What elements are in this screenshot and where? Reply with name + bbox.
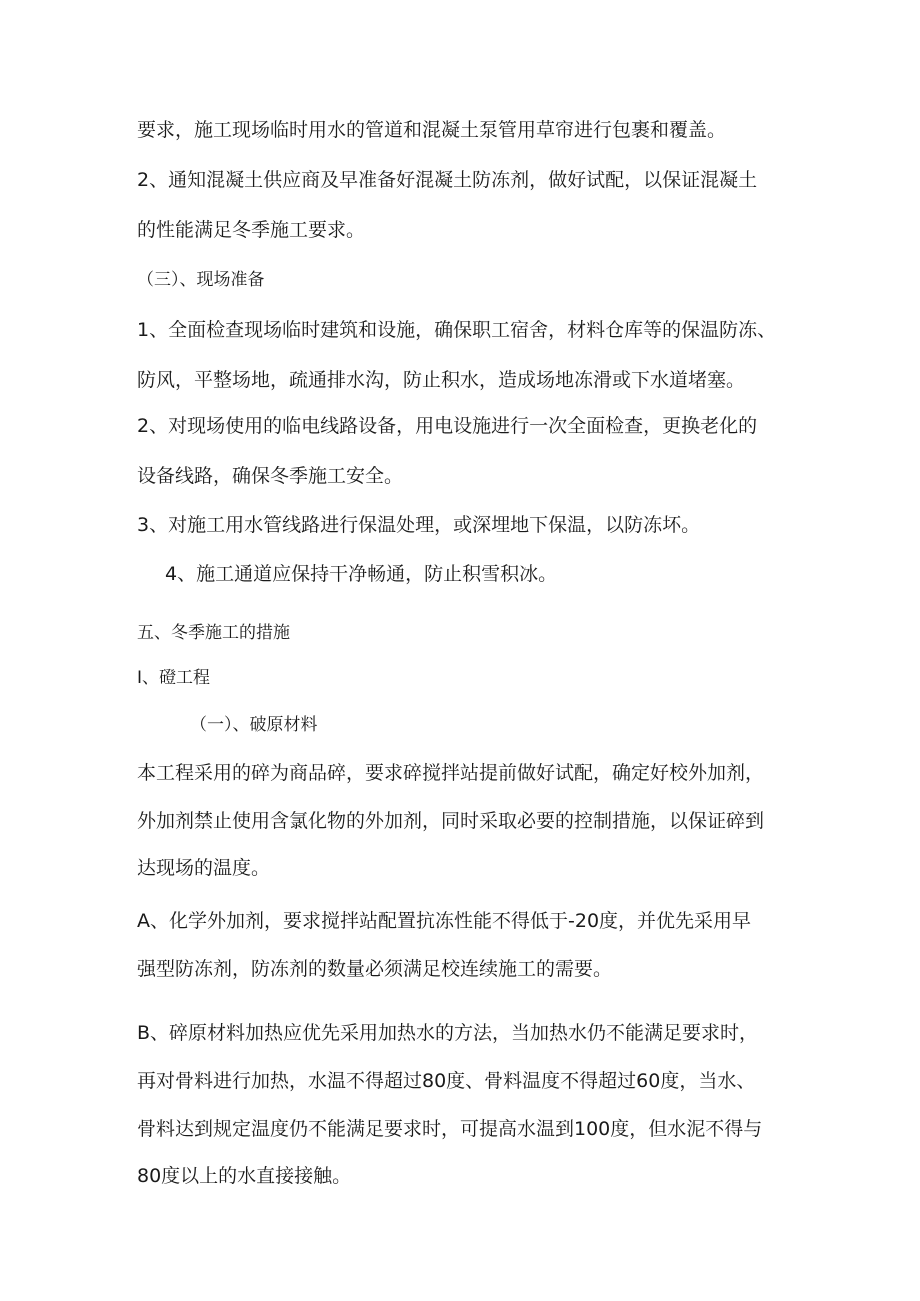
paragraph-line: 3、对施工用水管线路进行保温处理，或深埋地下保温，以防冻坏。 [137,514,701,536]
paragraph-line: 1、全面检查现场临时建筑和设施，确保职工宿舍，材料仓库等的保温防冻、 [137,319,777,341]
section-heading: 五、冬季施工的措施 [137,623,290,643]
paragraph-line: A、化学外加剂，要求搅拌站配置抗冻性能不得低于-20度，并优先采用早 [137,910,752,932]
paragraph-line: 80度以上的水直接接触。 [137,1165,352,1187]
paragraph-line: 骨料达到规定温度仍不能满足要求时，可提高水温到100度，但水泥不得与 [137,1118,763,1140]
paragraph-line: 达现场的温度。 [137,857,271,879]
paragraph-line: 设备线路，确保冬季施工安全。 [137,465,404,487]
section-heading: （三）、现场准备 [137,270,265,290]
subsection-heading: （一）、破原材料 [190,715,318,735]
paragraph-line: B、碎原材料加热应优先采用加热水的方法，当加热水仍不能满足要求时， [137,1022,759,1044]
paragraph-line: 本工程采用的碎为商品碎，要求碎搅拌站提前做好试配，确定好校外加剂， [137,762,765,784]
paragraph-line: 强型防冻剂，防冻剂的数量必须满足校连续施工的需要。 [137,958,613,980]
paragraph-line: 2、通知混凝土供应商及早准备好混凝土防冻剂，做好试配，以保证混凝土 [137,169,758,191]
section-heading: I、磴工程 [137,668,211,688]
paragraph-line: 要求，施工现场临时用水的管道和混凝土泵管用草帘进行包裹和覆盖。 [137,119,727,141]
paragraph-line: 防风，平整场地，疏通排水沟，防止积水，造成场地冻滑或下水道堵塞。 [137,369,746,391]
paragraph-line: 4、施工通道应保持干净畅通，防止积雪积冰。 [165,563,558,585]
paragraph-line: 外加剂禁止使用含氯化物的外加剂，同时采取必要的控制措施，以保证碎到 [137,810,765,832]
paragraph-line: 再对骨料进行加热，水温不得超过80度、骨料温度不得超过60度，当水、 [137,1070,756,1092]
paragraph-line: 2、对现场使用的临电线路设备，用电设施进行一次全面检查，更换老化的 [137,415,758,437]
paragraph-line: 的性能满足冬季施工要求。 [137,219,366,241]
